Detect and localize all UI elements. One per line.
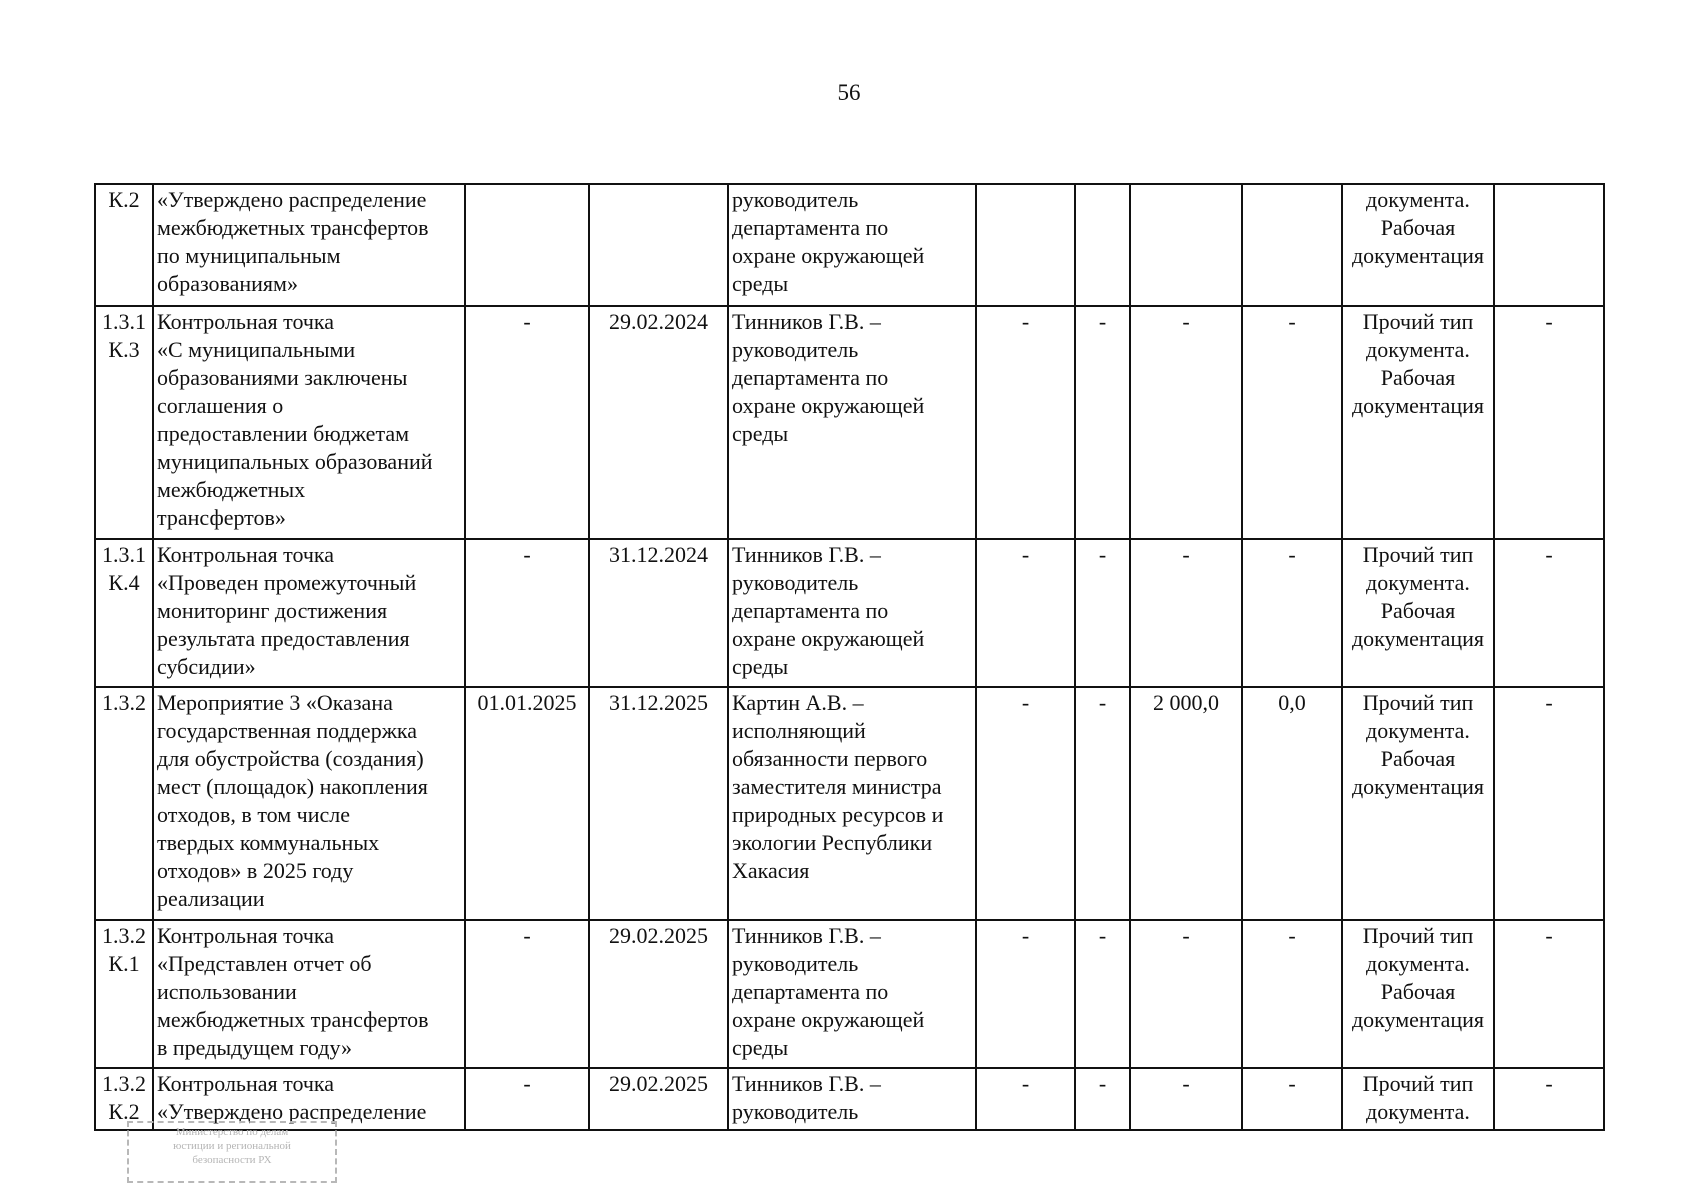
cell-line: охране окружающей <box>732 243 925 268</box>
row-number-cell <box>95 306 153 539</box>
cell-line: межбюджетных трансфертов <box>157 215 429 240</box>
cell-line: образованиями заключены <box>157 365 408 390</box>
value-cell-4: - <box>1242 306 1342 539</box>
table-row <box>95 306 1604 539</box>
value-cell-1: - <box>976 539 1075 687</box>
value-cell-3 <box>1130 184 1242 306</box>
cell-line: департамента по <box>732 979 889 1004</box>
row-number-cell <box>95 184 153 306</box>
event-name-cell <box>153 184 465 306</box>
start-date-cell: - <box>465 539 589 687</box>
end-date-cell: 29.02.2025 <box>589 920 728 1068</box>
cell-line: «Утверждено распределение <box>157 1099 427 1124</box>
cell-line: 1.3.2 <box>102 690 146 715</box>
cell-line: документа. <box>1366 570 1470 595</box>
cell-line: Картин А.В. – <box>732 690 864 715</box>
cell-line: документация <box>1351 626 1485 651</box>
cell-line: Контрольная точка <box>157 309 335 334</box>
start-date-cell: - <box>465 306 589 539</box>
responsible-cell <box>728 539 976 687</box>
stamp-line: Министерство по делам <box>175 1126 289 1138</box>
cell-line: Хакасия <box>732 858 810 883</box>
cell-line: документа. <box>1366 337 1470 362</box>
value-cell-4: - <box>1242 1068 1342 1130</box>
responsible-cell <box>728 184 976 306</box>
cell-line: среды <box>732 1035 789 1060</box>
event-name-cell <box>153 306 465 539</box>
cell-line: К.1 <box>108 951 140 976</box>
cell-line: Рабочая <box>1380 215 1456 240</box>
cell-line: государственная поддержка <box>157 718 418 743</box>
value-cell-3: - <box>1130 539 1242 687</box>
cell-line: исполняющий <box>732 718 866 743</box>
cell-line: межбюджетных <box>157 477 306 502</box>
cell-line: предоставлении бюджетам <box>157 421 410 446</box>
table-row <box>95 687 1604 920</box>
value-cell-2 <box>1075 184 1130 306</box>
cell-line: отходов» в 2025 году <box>157 858 354 883</box>
cell-line: департамента по <box>732 365 889 390</box>
registration-stamp <box>127 1121 337 1183</box>
responsible-cell <box>728 306 976 539</box>
value-cell-3: - <box>1130 920 1242 1068</box>
cell-line: «Утверждено распределение <box>157 187 427 212</box>
cell-line: твердых коммунальных <box>157 830 380 855</box>
info-system-cell: - <box>1494 1068 1604 1130</box>
cell-line: заместителя министра <box>732 774 942 799</box>
cell-line: Рабочая <box>1380 979 1456 1004</box>
start-date-cell <box>465 184 589 306</box>
cell-line: документа. <box>1366 187 1470 212</box>
row-number-cell <box>95 539 153 687</box>
start-date-cell: - <box>465 920 589 1068</box>
cell-line: результата предоставления <box>157 626 410 651</box>
document-type-cell <box>1342 687 1494 920</box>
cell-line: документа. <box>1366 951 1470 976</box>
cell-line: К.3 <box>108 337 140 362</box>
cell-line: Рабочая <box>1380 598 1456 623</box>
cell-line: межбюджетных трансфертов <box>157 1007 429 1032</box>
cell-line: Тинников Г.В. – <box>732 923 881 948</box>
page-number: 56 <box>837 80 861 105</box>
document-type-cell <box>1342 306 1494 539</box>
cell-line: среды <box>732 654 789 679</box>
start-date-cell: 01.01.2025 <box>465 687 589 920</box>
cell-line: Контрольная точка <box>157 542 335 567</box>
cell-line: руководитель <box>732 951 859 976</box>
value-cell-1: - <box>976 687 1075 920</box>
end-date-cell: 31.12.2025 <box>589 687 728 920</box>
cell-line: К.2 <box>108 1099 140 1124</box>
value-cell-2: - <box>1075 306 1130 539</box>
info-system-cell: - <box>1494 539 1604 687</box>
document-type-cell <box>1342 539 1494 687</box>
cell-line: трансфертов» <box>157 505 286 530</box>
value-cell-2: - <box>1075 1068 1130 1130</box>
cell-line: 1.3.1 <box>102 542 146 567</box>
cell-line: К.4 <box>108 570 140 595</box>
cell-line: экологии Республики <box>732 830 933 855</box>
table-row <box>95 539 1604 687</box>
cell-line: мониторинг достижения <box>157 598 388 623</box>
value-cell-4: 0,0 <box>1242 687 1342 920</box>
cell-line: охране окружающей <box>732 393 925 418</box>
stamp-line: юстиции и региональной <box>173 1140 291 1152</box>
value-cell-1: - <box>976 306 1075 539</box>
cell-line: документация <box>1351 774 1485 799</box>
cell-line: документация <box>1351 1007 1485 1032</box>
value-cell-3: - <box>1130 306 1242 539</box>
value-cell-3: - <box>1130 1068 1242 1130</box>
value-cell-4: - <box>1242 539 1342 687</box>
cell-line: документа. <box>1366 718 1470 743</box>
responsible-cell <box>728 1068 976 1130</box>
cell-line: Прочий тип <box>1362 1071 1474 1096</box>
cell-line: Прочий тип <box>1362 690 1474 715</box>
cell-line: «С муниципальными <box>157 337 356 362</box>
cell-line: охране окружающей <box>732 1007 925 1032</box>
event-name-cell <box>153 920 465 1068</box>
plan-table <box>94 183 1605 1131</box>
responsible-cell <box>728 687 976 920</box>
document-type-cell <box>1342 1068 1494 1130</box>
cell-line: субсидии» <box>157 654 256 679</box>
table-row <box>95 184 1604 306</box>
cell-line: 1.3.1 <box>102 309 146 334</box>
cell-line: документация <box>1351 393 1485 418</box>
cell-line: Прочий тип <box>1362 309 1474 334</box>
cell-line: природных ресурсов и <box>732 802 944 827</box>
cell-line: среды <box>732 271 789 296</box>
value-cell-1: - <box>976 920 1075 1068</box>
cell-line: департамента по <box>732 215 889 240</box>
cell-line: Прочий тип <box>1362 542 1474 567</box>
value-cell-1 <box>976 184 1075 306</box>
value-cell-1: - <box>976 1068 1075 1130</box>
cell-line: Мероприятие 3 «Оказана <box>157 690 393 715</box>
cell-line: муниципальных образований <box>157 449 433 474</box>
cell-line: Тинников Г.В. – <box>732 1071 881 1096</box>
info-system-cell: - <box>1494 306 1604 539</box>
cell-line: Тинников Г.В. – <box>732 542 881 567</box>
value-cell-2: - <box>1075 920 1130 1068</box>
value-cell-3: 2 000,0 <box>1130 687 1242 920</box>
value-cell-4 <box>1242 184 1342 306</box>
info-system-cell: - <box>1494 920 1604 1068</box>
cell-line: обязанности первого <box>732 746 928 771</box>
cell-line: реализации <box>157 886 265 911</box>
cell-line: «Представлен отчет об <box>157 951 372 976</box>
cell-line: Рабочая <box>1380 746 1456 771</box>
value-cell-4: - <box>1242 920 1342 1068</box>
end-date-cell <box>589 184 728 306</box>
cell-line: использовании <box>157 979 297 1004</box>
stamp-line: безопасности РХ <box>192 1154 272 1166</box>
cell-line: документа. <box>1366 1099 1470 1124</box>
table-row <box>95 920 1604 1068</box>
cell-line: Прочий тип <box>1362 923 1474 948</box>
cell-line: 1.3.2 <box>102 1071 146 1096</box>
cell-line: К.2 <box>108 187 140 212</box>
cell-line: для обустройства (создания) <box>157 746 424 771</box>
cell-line: «Проведен промежуточный <box>157 570 417 595</box>
cell-line: Контрольная точка <box>157 1071 335 1096</box>
start-date-cell: - <box>465 1068 589 1130</box>
cell-line: департамента по <box>732 598 889 623</box>
cell-line: образованиям» <box>157 271 298 296</box>
row-number-cell <box>95 687 153 920</box>
end-date-cell: 29.02.2025 <box>589 1068 728 1130</box>
cell-line: Тинников Г.В. – <box>732 309 881 334</box>
cell-line: охране окружающей <box>732 626 925 651</box>
value-cell-2: - <box>1075 539 1130 687</box>
value-cell-2: - <box>1075 687 1130 920</box>
info-system-cell <box>1494 184 1604 306</box>
cell-line: соглашения о <box>157 393 284 418</box>
cell-line: руководитель <box>732 1099 859 1124</box>
cell-line: 1.3.2 <box>102 923 146 948</box>
cell-line: Контрольная точка <box>157 923 335 948</box>
cell-line: по муниципальным <box>157 243 341 268</box>
row-number-cell <box>95 920 153 1068</box>
cell-line: отходов, в том числе <box>157 802 350 827</box>
event-name-cell <box>153 687 465 920</box>
cell-line: среды <box>732 421 789 446</box>
responsible-cell <box>728 920 976 1068</box>
cell-line: мест (площадок) накопления <box>157 774 428 799</box>
cell-line: документация <box>1351 243 1485 268</box>
info-system-cell: - <box>1494 687 1604 920</box>
cell-line: Рабочая <box>1380 365 1456 390</box>
end-date-cell: 31.12.2024 <box>589 539 728 687</box>
document-type-cell <box>1342 184 1494 306</box>
cell-line: в предыдущем году» <box>157 1035 353 1060</box>
cell-line: руководитель <box>732 187 859 212</box>
event-name-cell <box>153 539 465 687</box>
cell-line: руководитель <box>732 337 859 362</box>
cell-line: руководитель <box>732 570 859 595</box>
document-type-cell <box>1342 920 1494 1068</box>
end-date-cell: 29.02.2024 <box>589 306 728 539</box>
